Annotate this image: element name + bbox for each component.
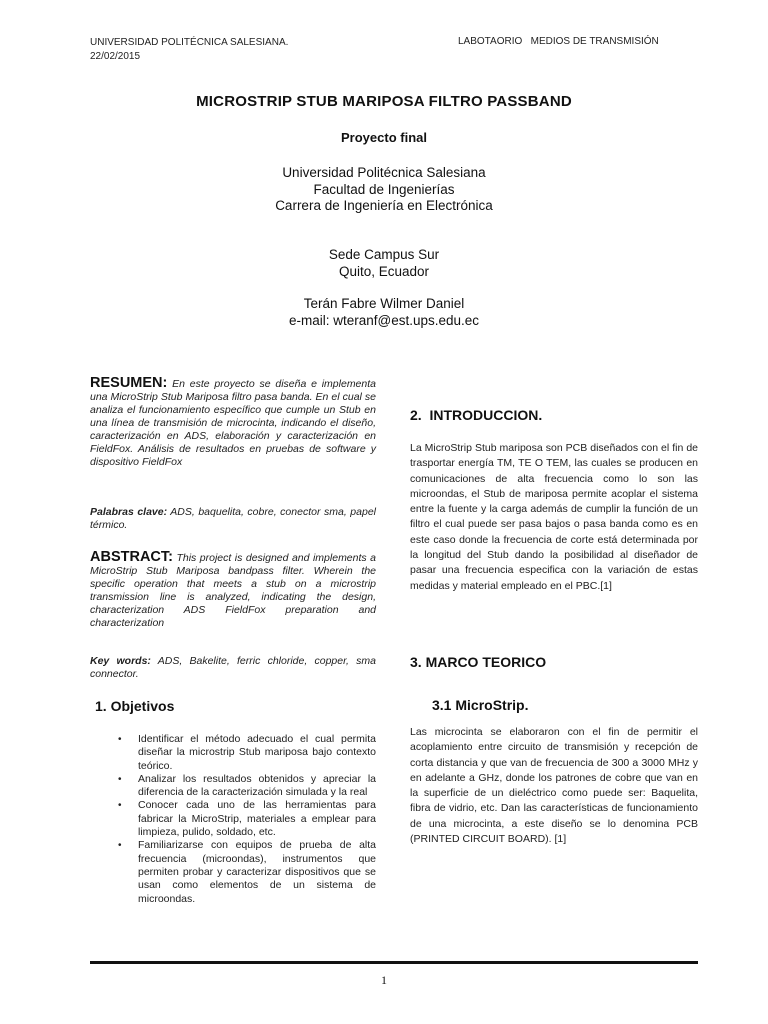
affiliation-faculty: Facultad de Ingenierías — [313, 181, 455, 197]
abstract-label: ABSTRACT: — [90, 549, 173, 565]
page-number: 1 — [381, 973, 387, 987]
abstract-paragraph — [90, 551, 376, 630]
microstrip-paragraph: Las microcinta se elaboraron con el fin de permitir el acoplamiento entre circuito de transmisión y recepción de corta distancia y que van de frecuencia de 300 a 3000 MHz y en adelante a GHz, donde los patrones de cobre que van en la superficie de un dieléctrico como puede ser: Baquelita, fibra de vidrio, etc. Dan las características de funcionamiento de una microcinta, a este diseño se lo denomina PCB (PRINTED CIRCUIT BOARD). [1] — [410, 726, 698, 846]
campus-name: Sede Campus Sur — [328, 247, 440, 262]
objectives-list — [118, 733, 376, 906]
palabras-clave-paragraph — [90, 506, 376, 532]
affiliation-university: Universidad Politécnica Salesiana — [282, 165, 486, 180]
palabras-clave-text: ADS, baquelita, cobre, conector sma, papel térmico. — [90, 506, 376, 531]
palabras-clave-label: Palabras clave: — [90, 506, 168, 518]
bullet-icon: • — [118, 773, 122, 785]
author-email: e-mail: wteranf@est.ups.edu.ec — [288, 312, 480, 328]
introduccion-paragraph: La MicroStrip Stub mariposa son PCB diseñados con el fin de trasportar energía TM, TE O TEM, las cuales se producen en comunicaciones de alta frecuencia como lo son las microondas, el Stub de mariposa permite acoplar el sistema entre la fuente y la carga además de cumplir la función de un filtro el cual puede ser pasa bajos o pasa banda como es en este caso donde la frecuencia de corte está determinada por la longitud del Stub dando la posibilidad al diseñador de pasar una frecuencia especifica con la variación de estas medidas y material empleado en el PBC.[1] — [410, 442, 698, 592]
objective-text: Analizar los resultados obtenidos y apreciar la diferencia de la caracterización simulada y la real — [138, 772, 376, 799]
paper-subtitle: Proyecto final — [341, 130, 427, 145]
paper-title: MICROSTRIP STUB MARIPOSA FILTRO PASSBAND — [196, 93, 572, 110]
resumen-text: En este proyecto se diseña e implementa una MicroStrip Stub Mariposa filtro pasa banda. En el cual se analiza el funcionamiento específico que cumple un Stub en una línea de transmisión de microcinta, indicando el diseño, caracterización en ADS, elaboración y caracterización en FieldFox. Análisis de resultados en pruebas de software y dispositivo FieldFox — [90, 378, 376, 468]
abstract-text: This project is designed and implements a MicroStrip Stub Mariposa bandpass filter. Wherein the specific operation that meets a stub on a microstrip transmission line is analyzed, indicating the design, characterization ADS FieldFox preparation and characterization — [90, 552, 376, 629]
resumen-label: RESUMEN: — [90, 375, 168, 391]
objective-text: Familiarizarse con equipos de prueba de alta frecuencia (microondas), instrumentos que permiten probar y caracterizar dispositivos que se usan como elementos de un sistema de microondas. — [138, 839, 376, 905]
affiliation-program: Carrera de Ingeniería en Electrónica — [275, 198, 493, 213]
list-item — [118, 799, 376, 839]
footer-divider — [90, 961, 698, 964]
section-heading-introduccion: 2. INTRODUCCION. — [410, 407, 543, 423]
key-words-paragraph — [90, 655, 376, 681]
bullet-icon: • — [118, 840, 122, 852]
objective-text: Conocer cada uno de las herramientas para fabricar la MicroStrip, materiales a emplear para limpieza, pulido, soldado, etc. — [138, 799, 376, 839]
bullet-icon: • — [118, 800, 122, 812]
list-item — [118, 773, 376, 800]
list-item — [118, 839, 376, 905]
section-heading-objetivos: 1. Objetivos — [95, 698, 175, 714]
objective-text: Identificar el método adecuado el cual permita diseñar la microstrip Stub mariposa bajo contexto teórico. — [138, 733, 376, 772]
header-date: 22/02/2015 — [90, 51, 141, 62]
affiliation-block — [0, 165, 768, 215]
header-lab: LABOTAORIO MEDIOS DE TRANSMISIÓN — [458, 36, 659, 47]
subsection-heading-microstrip: 3.1 MicroStrip. — [432, 697, 529, 713]
campus-city: Quito, Ecuador — [338, 263, 430, 279]
bullet-icon: • — [118, 734, 122, 745]
list-item — [118, 733, 376, 773]
running-header-left — [90, 36, 288, 64]
header-institution-suffix: . — [285, 37, 289, 48]
header-institution: UNIVERSIDAD POLITÉCNICA SALESIANA — [90, 37, 286, 48]
author-name: Terán Fabre Wilmer Daniel — [303, 296, 465, 311]
key-words-label: Key words: — [90, 655, 151, 667]
key-words-text: ADS, Bakelite, ferric chloride, copper, sma connector. — [90, 655, 376, 680]
resumen-paragraph — [90, 377, 376, 469]
section-heading-marco-teorico: 3. MARCO TEORICO — [410, 654, 547, 670]
campus-block — [0, 247, 768, 280]
author-block — [0, 296, 768, 329]
